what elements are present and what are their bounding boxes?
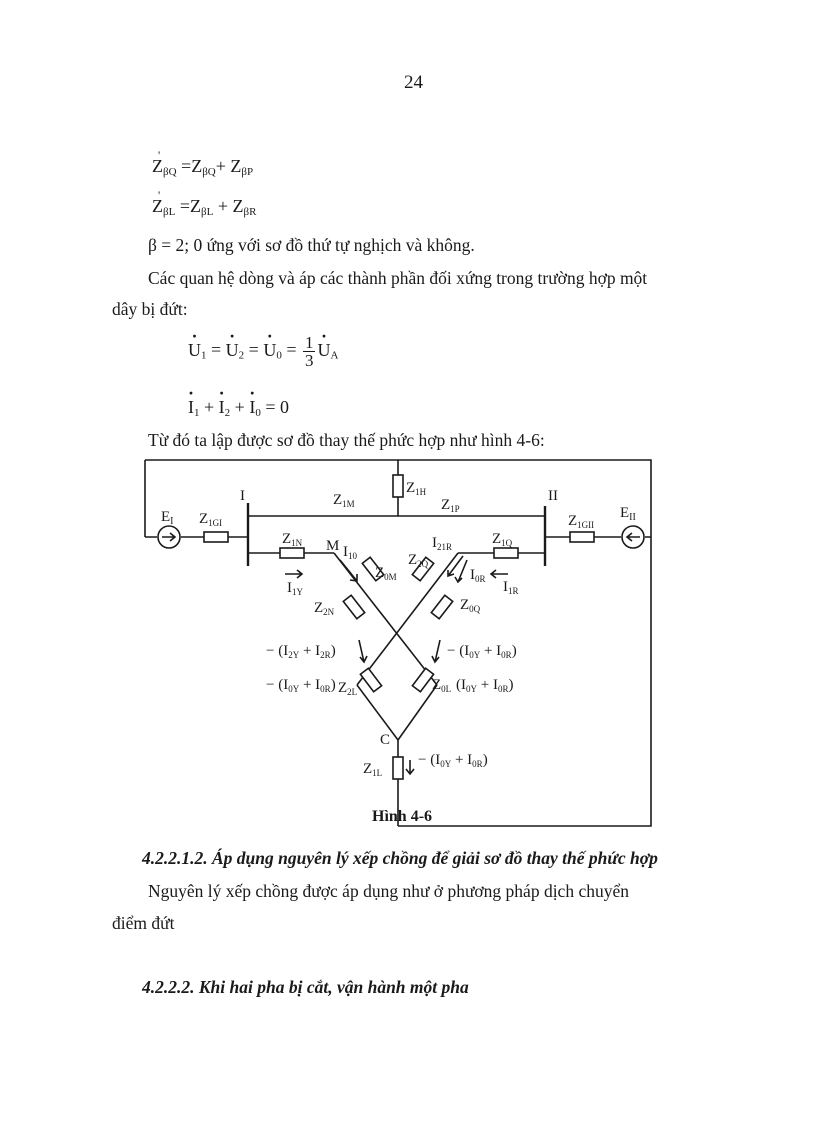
combo-right-top-label: − $(I_{0Y} + I_{0R})$ bbox=[447, 643, 517, 660]
arrow-right-combo-icon bbox=[432, 640, 440, 662]
paragraph-diagram-intro: Từ đó ta lập được sơ đồ thay thế phức hợp như hình 4-6: bbox=[148, 430, 545, 450]
z1q-resistor bbox=[494, 548, 518, 558]
z2l-resistor bbox=[360, 668, 381, 692]
combo-bottom-label: − $(I_{0Y} + I_{0R})$ bbox=[418, 752, 488, 769]
i10-label: $I_{10}$ bbox=[343, 544, 357, 561]
arrow-i10-icon bbox=[340, 560, 357, 581]
z1n-label: $Z_{1N}$ bbox=[282, 531, 303, 548]
equation-zbl: Z '$_{\beta L} =Z_{\beta L} + Z_{\beta R}$ bbox=[152, 196, 256, 218]
leg-right bbox=[398, 685, 437, 740]
combo-right-bottom-label: $(I_{0Y} + I_{0R})$ bbox=[456, 677, 514, 694]
z1h-resistor bbox=[393, 475, 403, 497]
heading-4-2-2-1-2: 4.2.2.1.2. Áp dụng nguyên lý xếp chồng để giải sơ đồ thay thế phức hợp bbox=[142, 848, 658, 868]
z1n-resistor bbox=[280, 548, 304, 558]
paragraph-relations-line2: dây bị đứt: bbox=[112, 299, 188, 319]
z1p-label: $Z_{1P}$ bbox=[441, 497, 460, 514]
ei-label: $E_I$ bbox=[161, 509, 174, 527]
beta-line: β = 2; 0 ứng với sơ đồ thứ tự nghịch và không. bbox=[148, 235, 475, 255]
z2n-label: $Z_{2N}$ bbox=[314, 600, 335, 617]
z1l-resistor bbox=[393, 757, 403, 779]
voltage-equation: · $U_1$ = · $U_2$ = · $U_0$ = $\frac{1}{3}$ · $U_A$ bbox=[188, 334, 338, 369]
z2l-label: $Z_{2L}$ bbox=[338, 680, 358, 697]
paragraph-superposition-line1: Nguyên lý xếp chồng được áp dụng như ở phương pháp dịch chuyển bbox=[148, 881, 629, 901]
z0l-label: $Z_{0L}$ bbox=[432, 677, 452, 694]
arrow-i21r-icon bbox=[448, 556, 463, 576]
eii-label: $E_{II}$ bbox=[620, 505, 636, 523]
leg-left bbox=[357, 685, 398, 740]
z0m-label: $Z_{0M}$ bbox=[375, 565, 397, 582]
z1gii-label: $Z_{1GII}$ bbox=[568, 513, 595, 530]
heading-4-2-2-2: 4.2.2.2. Khi hai pha bị cắt, vận hành một pha bbox=[142, 977, 469, 997]
node-c-label: C bbox=[380, 732, 391, 748]
z2q-label: $Z_{2Q}$ bbox=[408, 552, 429, 569]
z2n-resistor bbox=[343, 595, 364, 618]
current-equation: · $I_1$ + · $I_2$ + · $I_0 = 0$ bbox=[188, 397, 289, 419]
z0q-label: $Z_{0Q}$ bbox=[460, 597, 481, 614]
bus-i-label: I bbox=[240, 488, 245, 504]
i1y-label: $I_{1Y}$ bbox=[287, 580, 303, 597]
equation-zbq: Z '$_{\beta Q} =Z_{\beta Q}+ Z_{\beta P}$ bbox=[152, 156, 253, 178]
i1r-label: $I_{1R}$ bbox=[503, 579, 519, 596]
page-number: 24 bbox=[404, 72, 423, 93]
i21r-label: $I_{21R}$ bbox=[432, 535, 453, 552]
arrow-bottom-icon bbox=[406, 760, 414, 774]
figure-caption: Hình 4-6 bbox=[372, 808, 433, 825]
combo-left-bottom-label: − $(I_{0Y} + I_{0R})$ bbox=[266, 677, 336, 694]
z1m-label: $Z_{1M}$ bbox=[333, 492, 355, 509]
z0q-resistor bbox=[431, 595, 452, 618]
z1gi-label: $Z_{1GI}$ bbox=[199, 511, 223, 528]
combo-left-top-label: − $(I_{2Y} + I_{2R})$ bbox=[266, 643, 336, 660]
node-m-label: M bbox=[326, 538, 340, 554]
z1l-label: $Z_{1L}$ bbox=[363, 761, 383, 778]
z1q-label: $Z_{1Q}$ bbox=[492, 531, 513, 548]
bus-ii-label: II bbox=[548, 488, 558, 504]
i0r-label: $I_{0R}$ bbox=[470, 567, 486, 584]
z1gii-resistor bbox=[570, 532, 594, 542]
arrow-i1y-icon bbox=[285, 570, 302, 578]
arrow-i1r-icon bbox=[491, 570, 508, 578]
z1h-label: $Z_{1H}$ bbox=[406, 480, 427, 497]
z0l-resistor bbox=[412, 668, 433, 692]
z1gi-resistor bbox=[204, 532, 228, 542]
paragraph-relations-line1: Các quan hệ dòng và áp các thành phần đối xứng trong trường hợp một bbox=[148, 268, 648, 288]
arrow-left-combo-icon bbox=[359, 640, 367, 662]
paragraph-superposition-line2: điểm đứt bbox=[112, 913, 175, 933]
